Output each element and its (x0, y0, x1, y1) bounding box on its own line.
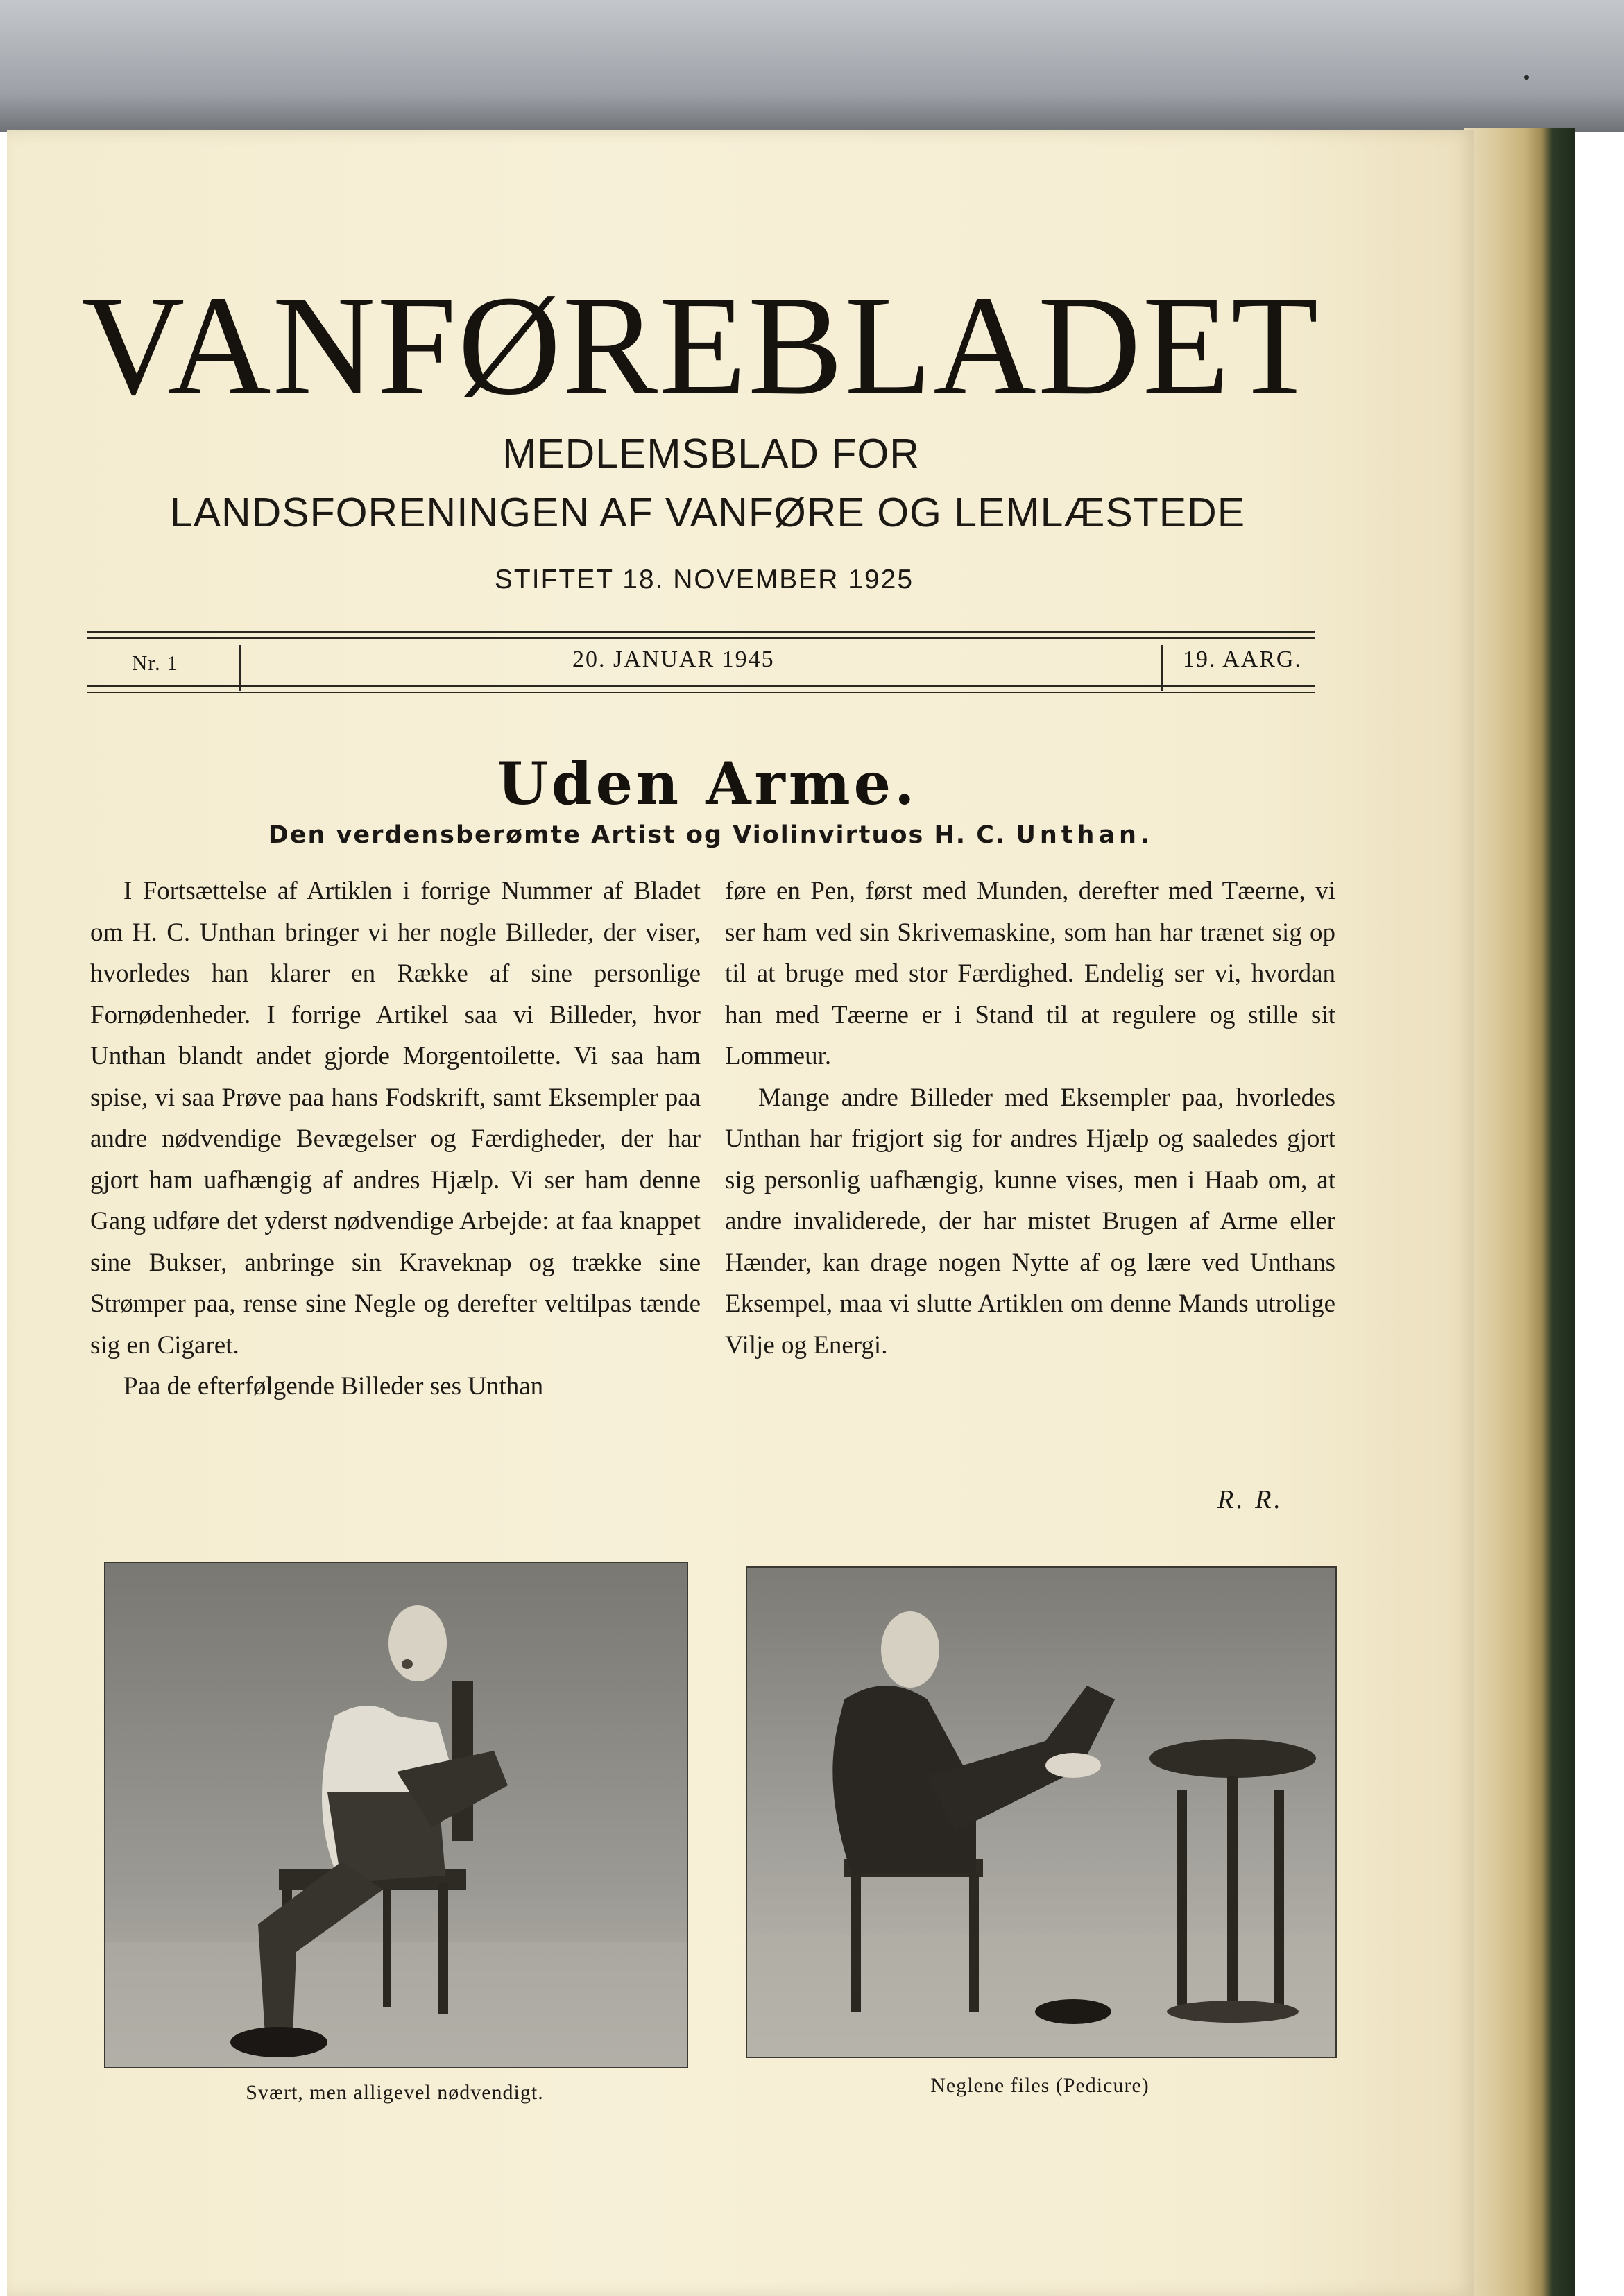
issue-year: 19. AARG. (1183, 646, 1302, 672)
issue-number: Nr. 1 (132, 651, 178, 675)
article-title: Uden Arme. (497, 749, 918, 818)
issue-rule-bottom-thick (87, 685, 1315, 687)
scan-speck (1524, 75, 1529, 80)
issue-rule-top (87, 631, 1315, 633)
issue-divider (239, 645, 241, 691)
masthead-title: VANFØREBLADET (81, 266, 1320, 425)
article-signature: R. R. (1217, 1485, 1283, 1514)
book-binding-edge (1464, 128, 1575, 2296)
article-subtitle-name: Unthan. (1016, 821, 1154, 849)
photo-dressing (104, 1562, 688, 2068)
article-paragraph: Mange andre Billeder med Eksempler paa, hvorledes Unthan har frigjort sig for andres Hjælp og saaledes gjort sig personlig uafhængig, kunne vises, men i Haab om, at andre invaliderede, der har mistet Brugen af Arme eller Hænder, kan drage nogen Nytte af og lære ved Unthans Eksempel, maa vi slutte Artiklen om denne Mands utrolige Vilje og Energi. (725, 1083, 1335, 1360)
article-paragraph: I Fortsættelse af Artiklen i forrige Nummer af Bladet om H. C. Unthan bringer vi her nogle Billeder, der viser, hvorledes han klarer en Række af sine personlige Fornødenheder. I forrige Artikel saa vi Billeder, hvor Unthan blandt andet gjorde Morgentoilette. Vi saa ham spise, vi saa Prøve paa hans Fodskrift, samt Eksempler paa andre nødvendige Bevægelser og Færdigheder, der har gjort ham uafhængig af andres Hjælp. Vi ser ham denne Gang udføre det yderst nødvendige Arbejde: at faa knappet sine Bukser, anbringe sin Kraveknap og trække sine Strømper paa, rense sine Negle og derefter veltilpas tænde sig en Cigaret. (90, 877, 701, 1360)
article-column-left (90, 871, 701, 1407)
article-column-right (725, 871, 1335, 1366)
scan-background (0, 0, 1624, 132)
issue-divider (1161, 645, 1163, 691)
article-paragraph: føre en Pen, først med Munden, derefter med Tæerne, vi ser ham ved sin Skrivemaskine, som han har trænet sig op til at bruge med stor Færdighed. Endelig ser vi, hvordan han med Tæerne er i Stand til at regulere og stille sit Lommeur. (725, 877, 1335, 1070)
masthead-subtitle-line1: MEDLEMSBLAD FOR (502, 431, 920, 477)
article-subtitle-lead: Den verdensberømte Artist og Violinvirtuos H. C. (268, 821, 1007, 849)
article-paragraph: Paa de efterfølgende Billeder ses Unthan (123, 1372, 544, 1400)
masthead-founded: STIFTET 18. NOVEMBER 1925 (494, 565, 914, 594)
photo-pedicure (746, 1566, 1337, 2058)
masthead-subtitle-line2: LANDSFORENINGEN AF VANFØRE OG LEMLÆSTEDE (169, 490, 1246, 536)
issue-rule-bottom (87, 692, 1315, 693)
article-subtitle (139, 821, 1283, 849)
photo-caption: Svært, men alligevel nødvendigt. (246, 2081, 544, 2104)
photo-caption: Neglene files (Pedicure) (930, 2074, 1149, 2097)
issue-date: 20. JANUAR 1945 (572, 646, 775, 672)
issue-bar (87, 638, 1315, 688)
